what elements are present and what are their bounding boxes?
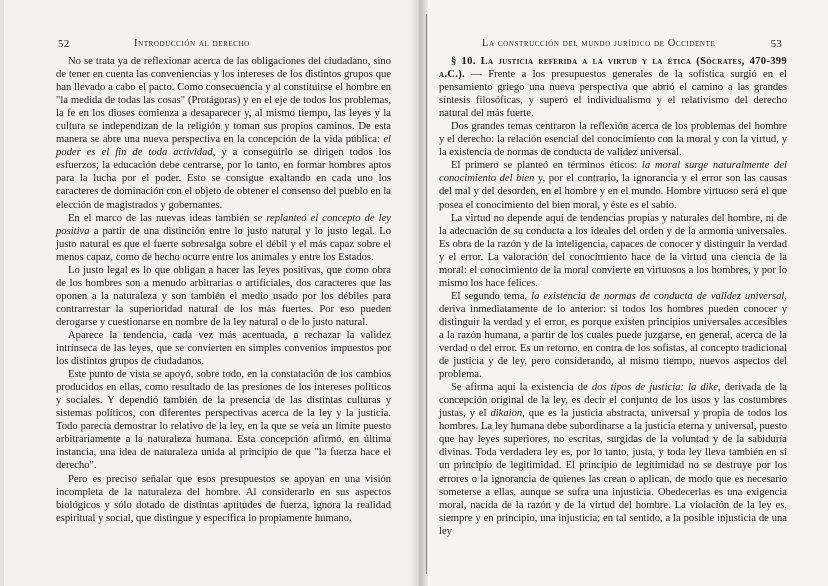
italic-phrase: dos tipos de justicia: la dike (591, 382, 719, 394)
paragraph: No se trata ya de reflexionar acerca de las obligaciones del ciudadano, sino de tener en cuenta las conveniencias y los intereses de los distintos grupos que han llevado a cabo el pacto. Como consecuencia y al constituirse el hombre en "la medida de todas las cosas" (Protágoras) y en el eje de todos los problemas, la fe en los dioses comienza a desaparecer y, al mismo tiempo, las leyes y la cultura se independizan de la religión y toman sus propios caminos. De esta manera se abre una nueva perspectiva en la concepción de la vida pública: el poder es el fin de toda actividad, y a conseguirlo se dirigen todos los esfuerzos; la educación debe centrarse, por lo tanto, en formar hombres aptos para la lucha por el poder. Esto se consigue exaltando en cada uno los caracteres de dominación con el objeto de obtener el consenso del pueblo en la elección de magistrados y gobernantes. (56, 56, 392, 211)
section-lead: — Frente a los presupuestos generales de la sofística surgió en el pensamiento griego una nueva perspectiva que abrió el camino a las grandes síntesis filosóficas, y superó el individualismo y el relativismo del derecho natural del más fuerte. (439, 69, 787, 120)
page-edge-shadow (0, 0, 4, 586)
running-head: Introducción al derecho (134, 38, 250, 49)
italic-phrase: el poder es el fin de toda actividad (56, 134, 391, 159)
italic-phrase: se replanteó el concepto de ley positiva (56, 212, 391, 237)
paragraph: Aparece la tendencia, cada vez más acentuada, a rechazar la validez intrínseca de las leyes, que se convierten en simples convenios impuestos por los distintos grupos de ciudadanos. (56, 329, 391, 368)
paragraph: La virtud no depende aquí de tendencias propias y naturales del hombre, ni de la adecuación de su conducta a los ideales del orden y de la armonía universales. Es obra de la razón y de la inteligencia, capaces de conocer y distinguir la verdad y el error. La valoración del conocimiento hace de la virtud una ciencia de la moral: el conocimiento de la moral convierte en virtuosos a los hombres, y por lo mismo los hace felices. (439, 212, 787, 289)
italic-phrase: la existencia de normas de conducta de validez universal (531, 290, 785, 302)
paragraph: En el marco de las nuevas ideas también se replanteó el concepto de ley positiva a partir de una distinción entre lo justo natural y lo justo legal. Lo justo natural es que el fuerte sobresalga sobre el débil y el más capaz sobre el menos capaz, como de hecho ocurre entre los animales y entre los Estados. (56, 212, 391, 263)
left-page-body (56, 55, 391, 525)
running-head: La construcción del mundo jurídico de Occidente (482, 38, 716, 49)
paragraph: Se afirma aquí la existencia de dos tipos de justicia: la dike, derivada de la concepción original de la ley, es decir el conjunto de los usos y las costumbres justas, y el dikaion, que es la justicia abstracta, universal y propia de todos los hombres. La ley humana debe subordinarse a la justicia eterna y universal, puesto que hay leyes superiores, no escritas, surgidas de la voluntad y de la sabiduría divinas. Toda verdadera ley es, por lo tanto, justa, y toda ley lleva también en sí un principio de legitimidad. El principio de legitimidad no se destruye por los errores o la ignorancia de quienes las crean o aplican, de modo que es necesario someterse a ellas, aunque se sufra una injusticia. Obedecerlas es una exigencia moral, nacida de la razón y de la virtud del hombre. La violación de la ley es, siempre y en principio, una injusticia; en tal sentido, a la posible injusticia de una ley (439, 382, 787, 537)
section-paragraph (439, 55, 787, 120)
section-heading: § 10. La justicia referida a la virtud y la ética (Sócrates, 470-399 a.C.). (439, 56, 787, 81)
paragraph: Este punto de vista se apoyó, sobre todo, en la constatación de los cambios producidos en ellas, como resultado de las presiones de los intereses políticos y sociales. Y dependió también de la presencia de las distintas culturas y sistemas políticos, con diferentes perspectivas acerca de la ley y la justicia. Todo parecía demostrar lo relativo de la ley, en la que se veía un límite puesto arbitrariamente a la naturaleza humana. Esta concepción afirmó, en última instancia, una idea de naturaleza unida al principio de que "la fuerza hace el derecho". (56, 369, 391, 472)
right-page-body (439, 55, 787, 538)
paragraph: Dos grandes temas centraron la reflexión acerca de los problemas del hombre y el derecho: la relación esencial del conocimiento con la moral y con la virtud, y la existencia de normas de conducta de validez universal. (439, 121, 787, 159)
paragraph: Lo justo legal es lo que obligan a hacer las leyes positivas, que como obra de los hombres son a menudo arbitrarias o artificiales, dos caracteres que las oponen a la naturaleza y son también el medio usado por los débiles para contrarrestar la superioridad natural de los más fuertes. Por eso pueden derogarse y cuestionarse en nombre de la ley natural o de lo justo natural. (56, 264, 391, 328)
right-page (417, 0, 828, 586)
paragraph: El primero se planteó en términos éticos: la moral surge naturalmente del conocimiento del bien y, por el contrario, la ignorancia y el error son las causas del mal y del desorden, en el hombre y en el mundo. Hombre virtuoso será el que posea el conocimiento del bien moral, y éste es el sabio. (439, 160, 787, 211)
paragraph: Pero es preciso señalar que esos presupuestos se apoyan en una visión incompleta de la naturaleza del hombre. Al considerarlo en sus aspectos biológicos y sólo dotado de distintas aptitudes de fuerza, ignora la realidad espiritual y social, que distingue y especifica lo propiamente humano. (56, 473, 391, 524)
page-number: 52 (58, 38, 70, 50)
italic-phrase: dikaion (490, 408, 523, 420)
page-number: 53 (770, 38, 782, 50)
italic-phrase: la moral surge naturalmente del conocimiento del bien (439, 160, 787, 185)
paragraph: El segundo tema, la existencia de normas de conducta de validez universal, deriva inmediatamente de lo anterior: si todos los hombres pueden conocer y distinguir la verdad y el error, es porque existen principios universales accesibles a la razón humana, a partir de los cuales puede juzgarse, en general, acerca de la verdad o del error. Es un retorno, en contra de los sofistas, al concepto tradicional de justicia y de ley, pero considerando, al mismo tiempo, nuevos aspectos del problema. (439, 290, 787, 381)
spine-line (426, 14, 427, 574)
